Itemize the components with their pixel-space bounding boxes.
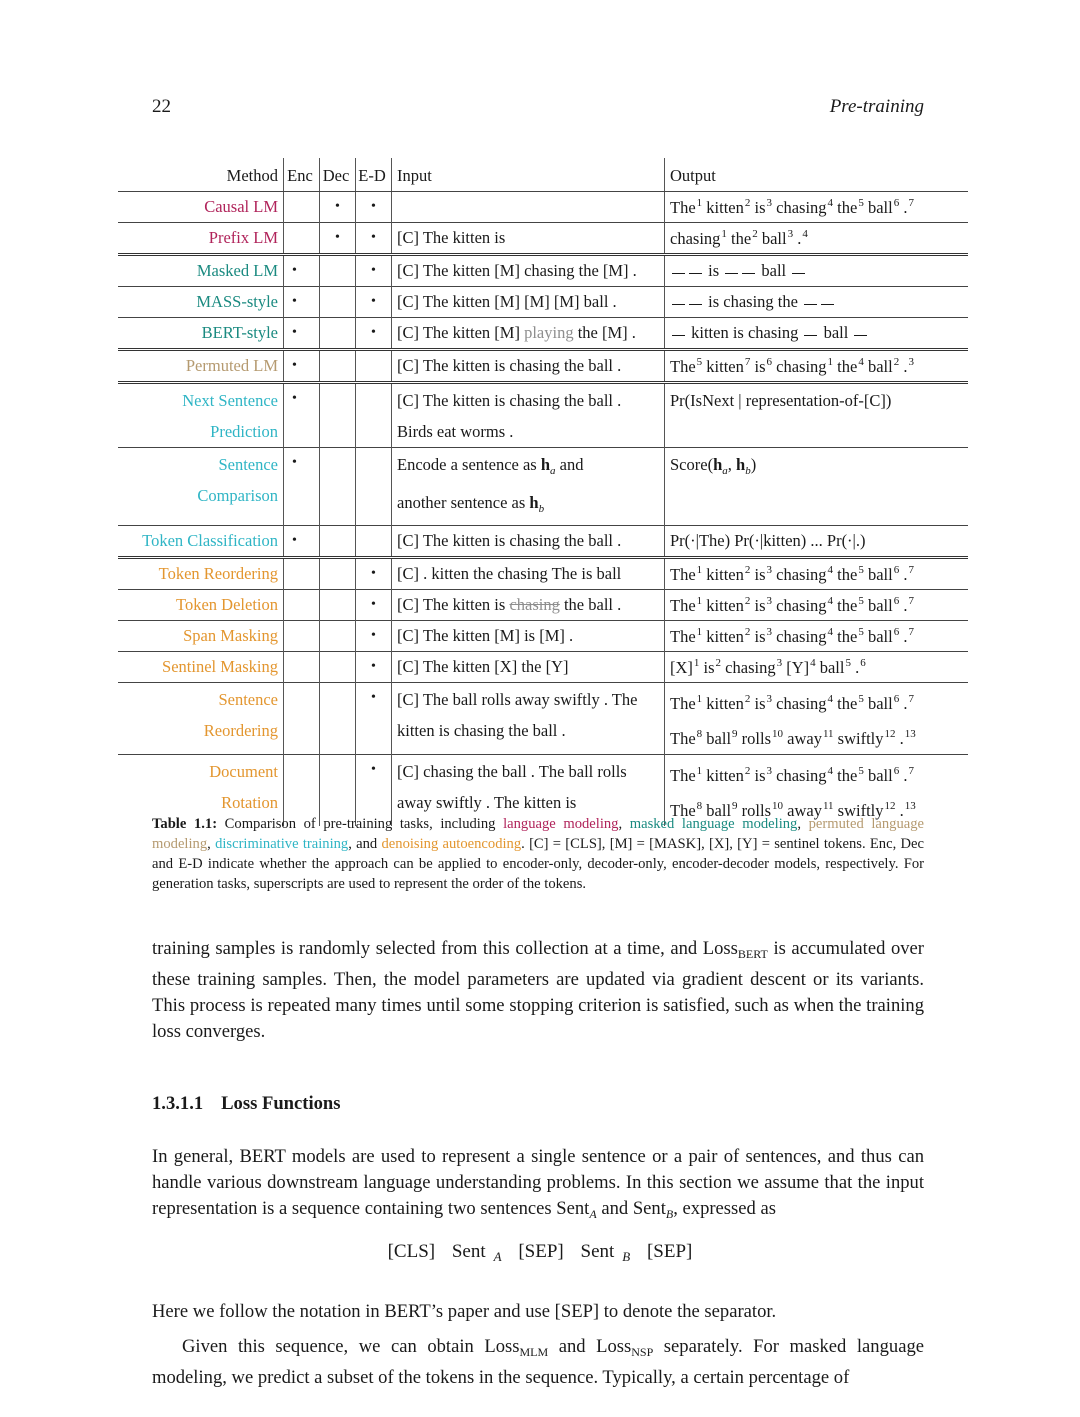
subscript: A	[493, 1249, 502, 1264]
dec-cell	[320, 383, 356, 448]
section-number: 1.3.1.1	[152, 1093, 204, 1114]
ed-cell	[356, 448, 392, 526]
method-cell	[118, 383, 284, 448]
input-cell: [C] . kitten the chasing The is ball	[392, 558, 665, 590]
enc-cell: •	[284, 383, 320, 448]
input-line: away swiftly . The kitten is	[397, 793, 577, 812]
input-cell	[392, 683, 665, 755]
column-header-dec: Dec	[320, 158, 356, 192]
dec-cell	[320, 558, 356, 590]
method-cell: Causal LM	[118, 192, 284, 223]
cls-token: [CLS]	[387, 1241, 436, 1262]
input-cell: [C] The kitten is chasing the ball .	[392, 590, 665, 621]
output-cell: is chasing the	[665, 287, 969, 318]
table-row	[118, 621, 968, 652]
input-cell: Encode a sentence as $h_a$ and another sentence as $h_b$	[392, 448, 665, 526]
paragraph-text: In general, BERT models are used to represent a single sentence or a pair of sentences, and thus can handle various downstream language understanding problems. In this section we assume that the input representation is a sequence containing two sentences Sent	[152, 1146, 924, 1219]
table-row	[118, 526, 968, 558]
enc-cell: •	[284, 526, 320, 558]
paragraph-text: separately. For masked language modeling, we predict a subset of the tokens in the sequence. Typically, a certain percentage of	[152, 1336, 924, 1388]
column-header-enc: Enc	[284, 158, 320, 192]
method-cell: MASS-style	[118, 287, 284, 318]
table-header-row	[118, 158, 968, 192]
dec-cell	[320, 448, 356, 526]
input-cell: [C] The kitten [M] [M] [M] ball .	[392, 287, 665, 318]
sequence-equation	[0, 1241, 1080, 1265]
table-row	[118, 318, 968, 350]
dec-cell	[320, 590, 356, 621]
ed-cell: •	[356, 590, 392, 621]
output-cell: is ball	[665, 255, 969, 287]
caption-term-discriminative-training: discriminative training	[215, 836, 349, 852]
input-line: [C] The ball rolls away swiftly . The	[397, 690, 638, 709]
caption-term-language-modeling: language modeling	[503, 816, 619, 832]
input-line: Birds eat worms .	[397, 422, 514, 441]
enc-cell	[284, 652, 320, 683]
method-cell: BERT-style	[118, 318, 284, 350]
input-cell	[392, 192, 665, 223]
table-caption: Table 1.1: Comparison of pre-training tasks, including language modeling, masked language modeling, permuted language modeling, discriminative training, and denoising autoencoding. [C] = [CLS], [M] = [MASK], [X], [Y] = sentinel tokens. Enc, Dec and E-D indicate whether the approach can be applied to encoder-only, decoder-only, encoder-decoder models, respectively. For generation tasks, superscripts are used to represent the order of the tokens.	[152, 816, 925, 892]
caption-term-denoising-autoencoding: denoising autoencoding	[381, 836, 522, 852]
output-cell: chasing$^1$ the$^2$ ball$^3$ .$^4$	[665, 223, 969, 255]
ed-cell	[356, 383, 392, 448]
caption-text: . [C] = [CLS], [M] = [MASK], [X], [Y] = sentinel tokens. Enc, Dec and E-D indicate whether the approach can be applied to encoder-only, decoder-only, encoder-decoder models, respectively. For generation tasks, superscripts are used to represent the order of the tokens.	[152, 836, 924, 892]
input-cell: [C] The kitten is	[392, 223, 665, 255]
ed-cell: •	[356, 755, 392, 827]
column-header-output: Output	[665, 158, 969, 192]
body-paragraph: Here we follow the notation in BERT’s paper and use [SEP] to denote the separator.	[152, 1301, 777, 1322]
table-row	[118, 192, 968, 223]
ed-cell	[356, 526, 392, 558]
ed-cell: •	[356, 558, 392, 590]
subscript: A	[589, 1207, 597, 1221]
table-row	[118, 448, 968, 526]
method-cell: Sentinel Masking	[118, 652, 284, 683]
output-cell: The$^1$ kitten$^2$ $is^3$ chasing$^4$ the$^5$ ball$^6$ .$^7$	[665, 621, 969, 652]
dec-cell	[320, 318, 356, 350]
running-title: Pre-training	[829, 96, 924, 117]
dec-cell	[320, 683, 356, 755]
output-cell: The$^1$ kitten$^2$ $is^3$ chasing$^4$ the$^5$ ball$^6$ .$^7$	[665, 590, 969, 621]
caption-term-permuted-language-modeling: permuted language modeling	[152, 816, 925, 852]
body-paragraph	[152, 1144, 924, 1227]
subscript: BERT	[737, 947, 768, 961]
dec-cell	[320, 621, 356, 652]
body-paragraph	[152, 936, 924, 1045]
subscript: B	[665, 1207, 674, 1221]
column-header-input: Input	[392, 158, 665, 192]
table-row	[118, 287, 968, 318]
output-cell: The$^1$ kitten$^2$ $is^3$ chasing$^4$ the$^5$ ball$^6$ .$^7$	[665, 558, 969, 590]
dec-cell: •	[320, 192, 356, 223]
sentence-b	[577, 1241, 635, 1262]
caption-text: Comparison of pre-training tasks, including	[224, 816, 496, 832]
page-number: 22	[152, 96, 171, 117]
input-line: kitten is chasing the ball .	[397, 721, 566, 740]
output-cell: Pr(·|The) Pr(·|kitten) ... Pr(·|.)	[665, 526, 969, 558]
dec-cell	[320, 255, 356, 287]
enc-cell	[284, 192, 320, 223]
caption-term-masked-language-modeling: masked language modeling	[629, 816, 798, 832]
enc-cell	[284, 558, 320, 590]
input-cell: [C] The kitten [X] the [Y]	[392, 652, 665, 683]
enc-cell: •	[284, 350, 320, 383]
column-header-method: Method	[118, 158, 284, 192]
subscript: NSP	[631, 1345, 654, 1359]
ed-cell: •	[356, 683, 392, 755]
ed-cell: •	[356, 318, 392, 350]
table-row	[118, 223, 968, 255]
method-line: Rotation	[221, 793, 278, 812]
caption-text: , and	[348, 836, 378, 852]
input-line: [C] The kitten is chasing the ball .	[397, 391, 622, 410]
output-cell: Pr(IsNext | representation-of-[C])	[665, 383, 969, 448]
ed-cell: •	[356, 287, 392, 318]
table-row	[118, 383, 968, 448]
paragraph-text: Given this sequence, we can obtain Loss	[182, 1336, 520, 1357]
input-cell: [C] The kitten [M] chasing the [M] .	[392, 255, 665, 287]
method-line: Prediction	[210, 422, 278, 441]
method-line: Next Sentence	[182, 391, 278, 410]
section-title-text: Loss Functions	[221, 1093, 341, 1114]
method-line: Reordering	[203, 721, 278, 740]
method-cell: Permuted LM	[118, 350, 284, 383]
enc-cell: •	[284, 448, 320, 526]
enc-cell: •	[284, 287, 320, 318]
table-row	[118, 255, 968, 287]
caption-label: Table 1.1:	[152, 816, 218, 832]
method-line: Comparison	[197, 486, 278, 505]
enc-cell: •	[284, 255, 320, 287]
deleted-token: chasing	[509, 595, 560, 614]
table-row	[118, 683, 968, 755]
enc-cell	[284, 590, 320, 621]
paragraph-text: and Loss	[548, 1336, 632, 1357]
output-cell: $[X]^1$ $is^2$ chasing$^3$ $[Y]^4$ ball$^5$ .$^6$	[665, 652, 969, 683]
paragraph-text: training samples is randomly selected from this collection at a time, and Loss	[152, 938, 738, 959]
enc-cell: •	[284, 318, 320, 350]
method-cell	[118, 448, 284, 526]
method-line: Sentence	[218, 455, 278, 474]
input-line: [C] chasing the ball . The ball rolls	[397, 762, 627, 781]
output-cell: kitten is chasing ball	[665, 318, 969, 350]
subscript: B	[622, 1249, 631, 1264]
ed-cell: •	[356, 255, 392, 287]
sep-token: [SEP]	[518, 1241, 564, 1262]
method-cell: Token Classification	[118, 526, 284, 558]
input-cell: [C] The kitten is chasing the ball .	[392, 350, 665, 383]
method-cell: Masked LM	[118, 255, 284, 287]
output-cell: The$^1$ kitten$^2$ $is^3$ chasing$^4$ the$^5$ ball$^6$ .$^7$	[670, 196, 914, 217]
ed-cell: •	[356, 192, 392, 223]
ed-cell	[356, 350, 392, 383]
sentence-a	[448, 1241, 506, 1262]
body-paragraph	[152, 1334, 924, 1391]
dec-cell	[320, 350, 356, 383]
dec-cell	[320, 526, 356, 558]
enc-cell	[284, 223, 320, 255]
method-cell: Token Reordering	[118, 558, 284, 590]
method-cell	[118, 683, 284, 755]
sent-label: Sent	[580, 1241, 615, 1262]
input-cell	[392, 383, 665, 448]
input-cell: [C] The kitten [M] is [M] .	[392, 621, 665, 652]
table-row	[118, 652, 968, 683]
output-cell: $Score(h_a$, $h_b$)	[665, 448, 969, 526]
method-cell: Span Masking	[118, 621, 284, 652]
table-row	[118, 350, 968, 383]
method-line: Document	[209, 762, 278, 781]
paragraph-text: and Sent	[596, 1198, 666, 1219]
enc-cell	[284, 621, 320, 652]
dec-cell	[320, 287, 356, 318]
page-header	[152, 96, 924, 122]
output-cell: The$^1$ kitten$^2$ $is^3$ chasing$^4$ the$^5$ ball$^6$ .$^7$ The$^8$ ball$^9$ rolls$^{10}$ away$^{11}$ swiftly$^{12}$ .$^{13}$	[665, 683, 969, 755]
input-cell: [C] The kitten [M] playing the [M] .	[392, 318, 665, 350]
ed-cell: •	[356, 652, 392, 683]
dec-cell: •	[320, 223, 356, 255]
output-cell: The$^5$ kitten$^7$ $is^6$ chasing$^1$ the$^4$ ball$^2$ .$^3$	[665, 350, 969, 383]
ed-cell: •	[356, 621, 392, 652]
sent-label: Sent	[451, 1241, 486, 1262]
method-line: Sentence	[218, 690, 278, 709]
subscript: MLM	[519, 1345, 549, 1359]
paragraph-text: is accumulated over these training samples. Then, the model parameters are updated via gradient descent or its variants. This process is repeated many times until some stopping criterion is satisfied, such as when the training loss converges.	[152, 938, 924, 1042]
method-cell: Prefix LM	[118, 223, 284, 255]
sep-token: [SEP]	[646, 1241, 693, 1262]
replaced-token: playing	[524, 323, 574, 342]
dec-cell	[320, 652, 356, 683]
enc-cell	[284, 683, 320, 755]
table-row	[118, 590, 968, 621]
paragraph-text: , expressed as	[673, 1198, 776, 1219]
table-row	[118, 558, 968, 590]
ed-cell: •	[356, 223, 392, 255]
column-header-ed: E-D	[356, 158, 392, 192]
input-cell: [C] The kitten is chasing the ball .	[392, 526, 665, 558]
output-cell: The$^1$ kitten$^2$ $is^3$ chasing$^4$ the$^5$ ball$^6$ .$^7$ The$^8$ ball$^9$ rolls$^{10}$ away$^{11}$ swiftly$^{12}$ .$^{13}$	[665, 755, 969, 827]
section-heading	[152, 1093, 340, 1115]
pretraining-tasks-table	[118, 158, 968, 826]
method-cell: Token Deletion	[118, 590, 284, 621]
